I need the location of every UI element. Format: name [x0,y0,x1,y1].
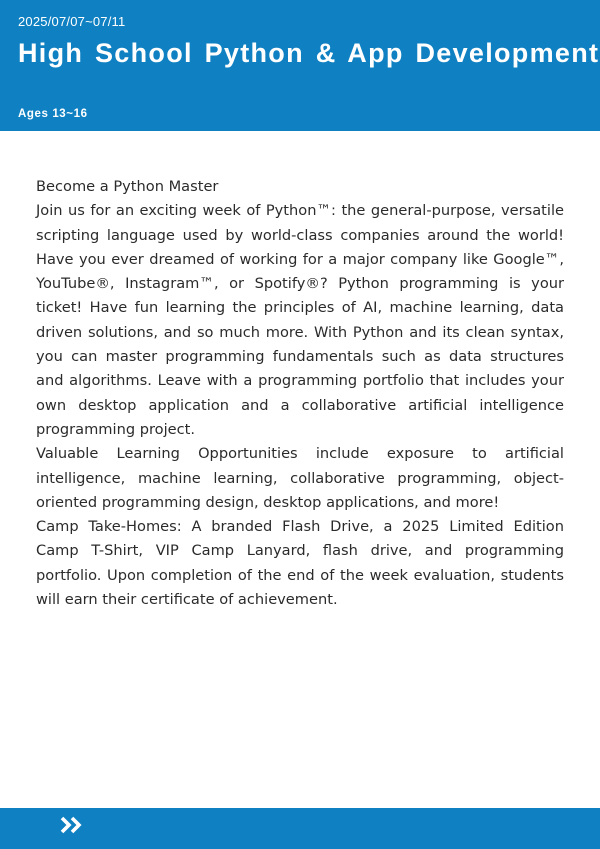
course-description [36,175,564,612]
paragraph-take-homes: Camp Take-Homes: A branded Flash Drive, a 2025 Limited Edition Camp T-Shirt, VIP Camp Lanyard, flash drive, and programming portfolio. Upon completion of the end of the week evaluation, students will earn their certificate of achievement. [36,518,564,609]
date-range: 2025/07/07~07/11 [18,14,126,29]
age-range: Ages 13~16 [18,108,88,120]
double-chevron-right-icon [60,816,86,834]
paragraph-opportunities: Valuable Learning Opportunities include exposure to artificial intelligence, machine learning, collaborative programming, object-oriented programming design, desktop applications, and more! [36,445,564,511]
section-heading: Become a Python Master [36,178,219,195]
footer-banner [0,808,600,849]
header-banner [0,0,600,131]
paragraph-intro: Join us for an exciting week of Python™: the general-purpose, versatile scripting language used by world-class companies around the world! Have you ever dreamed of working for a major company like Google™, YouTube®, Instagram™, or Spotify®? Python programming is your ticket! Have fun learning the principles of AI, machine learning, data driven solutions, and so much more. With Python and its clean syntax, you can master programming fundamentals such as data structures and algorithms. Leave with a programming portfolio that includes your own desktop application and a collaborative artificial intelligence programming project. [36,202,564,438]
page-title: High School Python & App Development [18,38,600,68]
